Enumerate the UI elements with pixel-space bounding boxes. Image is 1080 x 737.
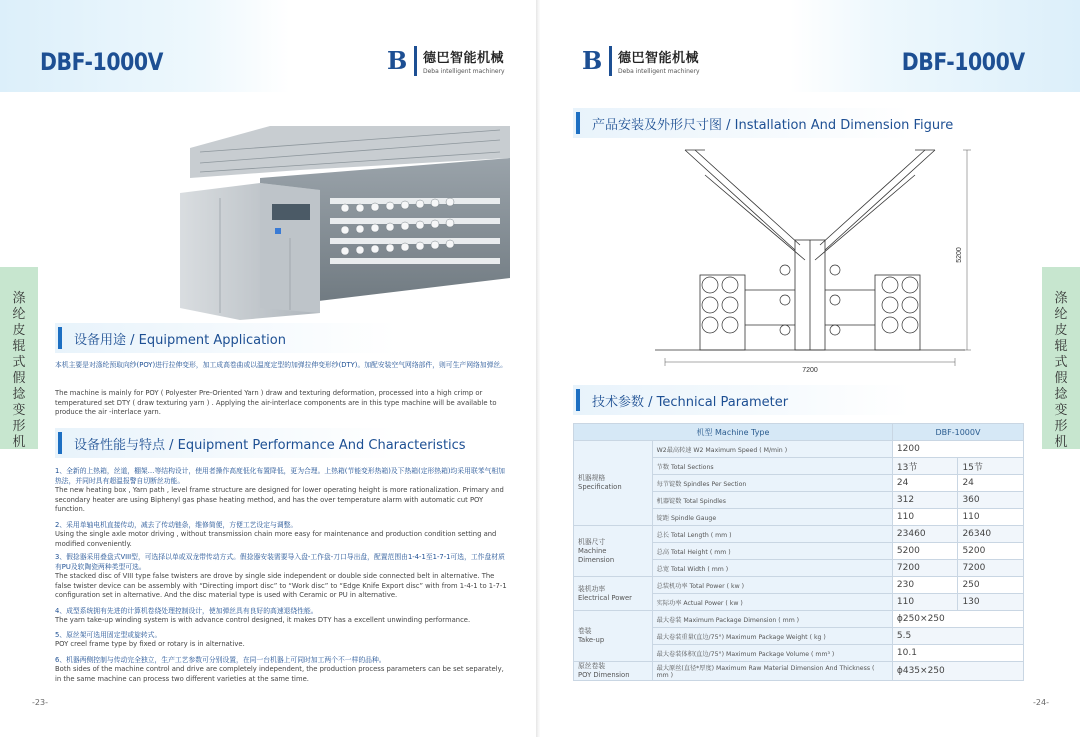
application-text-cn: 本机主要是对涤纶预取向纱(POY)进行拉伸变形，加工成高卷曲或以温度定型的加弹拉伸变形纱(DTY)。加配安装空气网络部件，则可生产网络加弹丝。 [55, 361, 507, 369]
side-tab-char: 机 [1054, 435, 1068, 450]
side-tab-char: 辊 [1054, 339, 1068, 354]
section-heading-performance [58, 432, 466, 454]
table-value: 7200 [892, 560, 958, 577]
table-group-label: 装机功率 Electrical Power [574, 577, 653, 611]
feature-item [55, 606, 510, 626]
side-tab-char: 假 [1054, 371, 1068, 386]
table-value: 110 [892, 594, 958, 611]
table-value: 15节 [958, 458, 1024, 475]
brand-divider [414, 46, 417, 76]
side-tab-label [0, 291, 38, 451]
feature-cn: 1、全新的上热箱，丝道，棚架…等结构设计，使用者操作高度低化布置降低，更为合理。上热箱(节能变形热箱)及下热箱(定形热箱)均采用联苯气相加热法，并同时具有超温报警自切断丝功能。 [55, 467, 505, 485]
table-value: 250 [958, 577, 1024, 594]
page-number: -23- [32, 698, 48, 707]
feature-cn: 2、采用单轴电机直接传动，减去了传动链条，维修简便，方便工艺设定与调整。 [55, 521, 298, 529]
side-tab-category [1042, 267, 1080, 449]
side-tab-char: 式 [12, 355, 26, 370]
table-value: 110 [958, 509, 1024, 526]
deba-logo-icon: B [582, 46, 603, 75]
section-heading-tech [576, 389, 788, 411]
header-band [0, 0, 290, 92]
table-param-label: 实际功率 Actual Power ( kw ) [652, 594, 892, 611]
technical-parameter-table [573, 423, 1024, 681]
table-value: 360 [958, 492, 1024, 509]
side-tab-char: 形 [12, 419, 26, 434]
table-param-label: 总高 Total Height ( mm ) [652, 543, 892, 560]
right-page [540, 0, 1080, 737]
table-value: 13节 [892, 458, 958, 475]
brand-divider [609, 46, 612, 76]
side-tab-char: 皮 [12, 323, 26, 338]
side-tab-char: 式 [1054, 355, 1068, 370]
table-param-label: 锭距 Spindle Gauge [652, 509, 892, 526]
table-row [574, 577, 1024, 594]
feature-en: The stacked disc of VIII type false twisters are drove by single side independent or double side connected belt in alternative. The false twister device can be assembly with “Directing import disc” to “Work disc” to “Edge Knife Export disc” with from 1-4-1 to 1-7-1 configuration set in alternative. And the disc material type is used with Ceramic or PU in alternative. [55, 572, 507, 599]
table-value: 1200 [892, 441, 1023, 458]
table-value: 130 [958, 594, 1024, 611]
section-title: 产品安装及外形尺寸图 / Installation And Dimension Figure [592, 117, 954, 133]
table-param-label: 节数 Total Sections [652, 458, 892, 475]
feature-cn: 3、假捻器采用叠盘式VIII型，可选择以单或双龙带传动方式。假捻器安装需要导入盘-工作盘-刀口导出盘，配置范围由1-4-1至1-7-1可选，工作盘材质有PU及软陶瓷两种类型可选。 [55, 553, 505, 571]
brand-name-cn: 德巴智能机械 [618, 51, 700, 66]
section-title: 设备用途 / Equipment Application [74, 332, 286, 348]
section-bar [576, 389, 580, 411]
table-param-label: 最大原丝(直径*厚度) Maximum Raw Material Dimension And Thickness ( mm ) [652, 662, 892, 681]
side-tab-char: 变 [12, 403, 26, 418]
feature-en: Both sides of the machine control and drive are completely independent, the production process parameters can be set separately, in the same machine can process two different varieties at the same time. [55, 665, 504, 683]
brand-text [423, 47, 505, 75]
side-tab-category [0, 267, 38, 449]
side-tab-char: 捻 [1054, 387, 1068, 402]
table-value: 23460 [892, 526, 958, 543]
table-value: 312 [892, 492, 958, 509]
table-value: ϕ435×250 [892, 662, 1023, 681]
table-param-label: 机器锭数 Total Spindles [652, 492, 892, 509]
feature-cn: 6、机器两侧控制与传动完全独立，生产工艺参数可分别设置，在同一台机器上可同时加工两个不一样的品种。 [55, 656, 386, 664]
brand-logo-block [580, 46, 700, 76]
side-tab-char: 假 [12, 371, 26, 386]
table-head-machine-type: 机型 Machine Type [574, 424, 893, 441]
side-tab-char: 辊 [12, 339, 26, 354]
table-row [574, 441, 1024, 458]
table-group-label: 机器尺寸 Machine Dimension [574, 526, 653, 577]
model-title: DBF-1000V [902, 48, 1025, 76]
table-param-label: 最大卷装重量(直边/75°) Maximum Package Weight ( kg ) [652, 628, 892, 645]
table-param-label: 每节锭数 Spindles Per Section [652, 475, 892, 492]
brand-name-en: Deba intelligent machinery [618, 68, 700, 75]
side-tab-char: 涤 [1054, 291, 1068, 306]
table-param-label: 总宽 Total Width ( mm ) [652, 560, 892, 577]
side-tab-char: 变 [1054, 403, 1068, 418]
brand-name-en: Deba intelligent machinery [423, 68, 505, 75]
feature-item [55, 630, 510, 650]
table-value: 5.5 [892, 628, 1023, 645]
page-number: -24- [1033, 698, 1049, 707]
brand-text [618, 47, 700, 75]
feature-en: POY creel frame type by fixed or rotary is in alternative. [55, 640, 245, 648]
table-value: 7200 [958, 560, 1024, 577]
brand-logo-block [385, 46, 505, 76]
model-title: DBF-1000V [40, 48, 163, 76]
table-param-label: 最大卷装体积(直边/75°) Maximum Package Volume ( mm³ ) [652, 645, 892, 662]
section-title: 技术参数 / Technical Parameter [592, 394, 789, 410]
feature-item [55, 552, 510, 601]
feature-en: The yarn take-up winding system is with advance control designed, it makes DTY has a excellent unwinding performance. [55, 616, 471, 624]
feature-item [55, 655, 510, 684]
table-group-label: 机器规格 Specification [574, 441, 653, 526]
table-group-label: 原丝卷装 POY Dimension [574, 662, 653, 681]
table-param-label: 总装机功率 Total Power ( kw ) [652, 577, 892, 594]
header-band [790, 0, 1080, 92]
table-value: 5200 [958, 543, 1024, 560]
table-value: 230 [892, 577, 958, 594]
table-group-label: 卷装 Take-up [574, 611, 653, 662]
feature-en: The new heating box , Yarn path , level frame structure are designed for lower operating height is more rationalization. Primary and secondary heater are using Biphenyl gas phase heating method, and has the over temperature alarm with automatic cut POY function. [55, 486, 504, 513]
machine-photo [180, 108, 510, 320]
side-tab-char: 皮 [1054, 323, 1068, 338]
table-value: 110 [892, 509, 958, 526]
feature-cn: 5、原丝架可选用固定型或旋转式。 [55, 631, 162, 639]
side-tab-label [1042, 291, 1080, 451]
feature-en: Using the single axle motor driving , without transmission chain more easy for maintenance and production condition setting and modified conveniently. [55, 530, 497, 548]
section-heading-application [58, 327, 286, 349]
table-row [574, 526, 1024, 543]
table-param-label: W2最高转速 W2 Maximum Speed ( M/min ) [652, 441, 892, 458]
table-value: ϕ250×250 [892, 611, 1023, 628]
table-value: 24 [892, 475, 958, 492]
side-tab-char: 纶 [12, 307, 26, 322]
section-title: 设备性能与特点 / Equipment Performance And Characteristics [74, 437, 466, 453]
table-head-model: DBF-1000V [892, 424, 1023, 441]
section-bar [58, 432, 62, 454]
side-tab-char: 涤 [12, 291, 26, 306]
side-tab-char: 纶 [1054, 307, 1068, 322]
side-tab-char: 机 [12, 435, 26, 450]
feature-cn: 4、成型系统拥有先进的计算机卷绕处理控制设计，使加弹丝具有良好的高速退绕性能。 [55, 607, 318, 615]
table-row [574, 662, 1024, 681]
side-tab-char: 形 [1054, 419, 1068, 434]
feature-item [55, 520, 510, 549]
table-param-label: 最大卷装 Maximum Package Dimension ( mm ) [652, 611, 892, 628]
section-heading-install [576, 112, 953, 134]
section-bar [58, 327, 62, 349]
application-text-en: The machine is mainly for POY ( Polyester Pre-Oriented Yarn ) draw and texturing deformation, processed into a high crimp or temperatured set DTY ( draw texturing yarn ) . Applying the air-interlace components are in this type machine will be available to produce the air -interlace yarn. [55, 389, 497, 416]
feature-item [55, 466, 510, 515]
dimension-drawing [645, 140, 975, 375]
table-value: 26340 [958, 526, 1024, 543]
table-row [574, 611, 1024, 628]
dimension-height-label: 5200 [956, 247, 963, 263]
dimension-width-label: 7200 [802, 367, 818, 374]
table-value: 24 [958, 475, 1024, 492]
side-tab-char: 捻 [12, 387, 26, 402]
deba-logo-icon: B [387, 46, 408, 75]
brand-name-cn: 德巴智能机械 [423, 51, 505, 66]
table-param-label: 总长 Total Length ( mm ) [652, 526, 892, 543]
table-value: 5200 [892, 543, 958, 560]
section-bar [576, 112, 580, 134]
table-value: 10.1 [892, 645, 1023, 662]
